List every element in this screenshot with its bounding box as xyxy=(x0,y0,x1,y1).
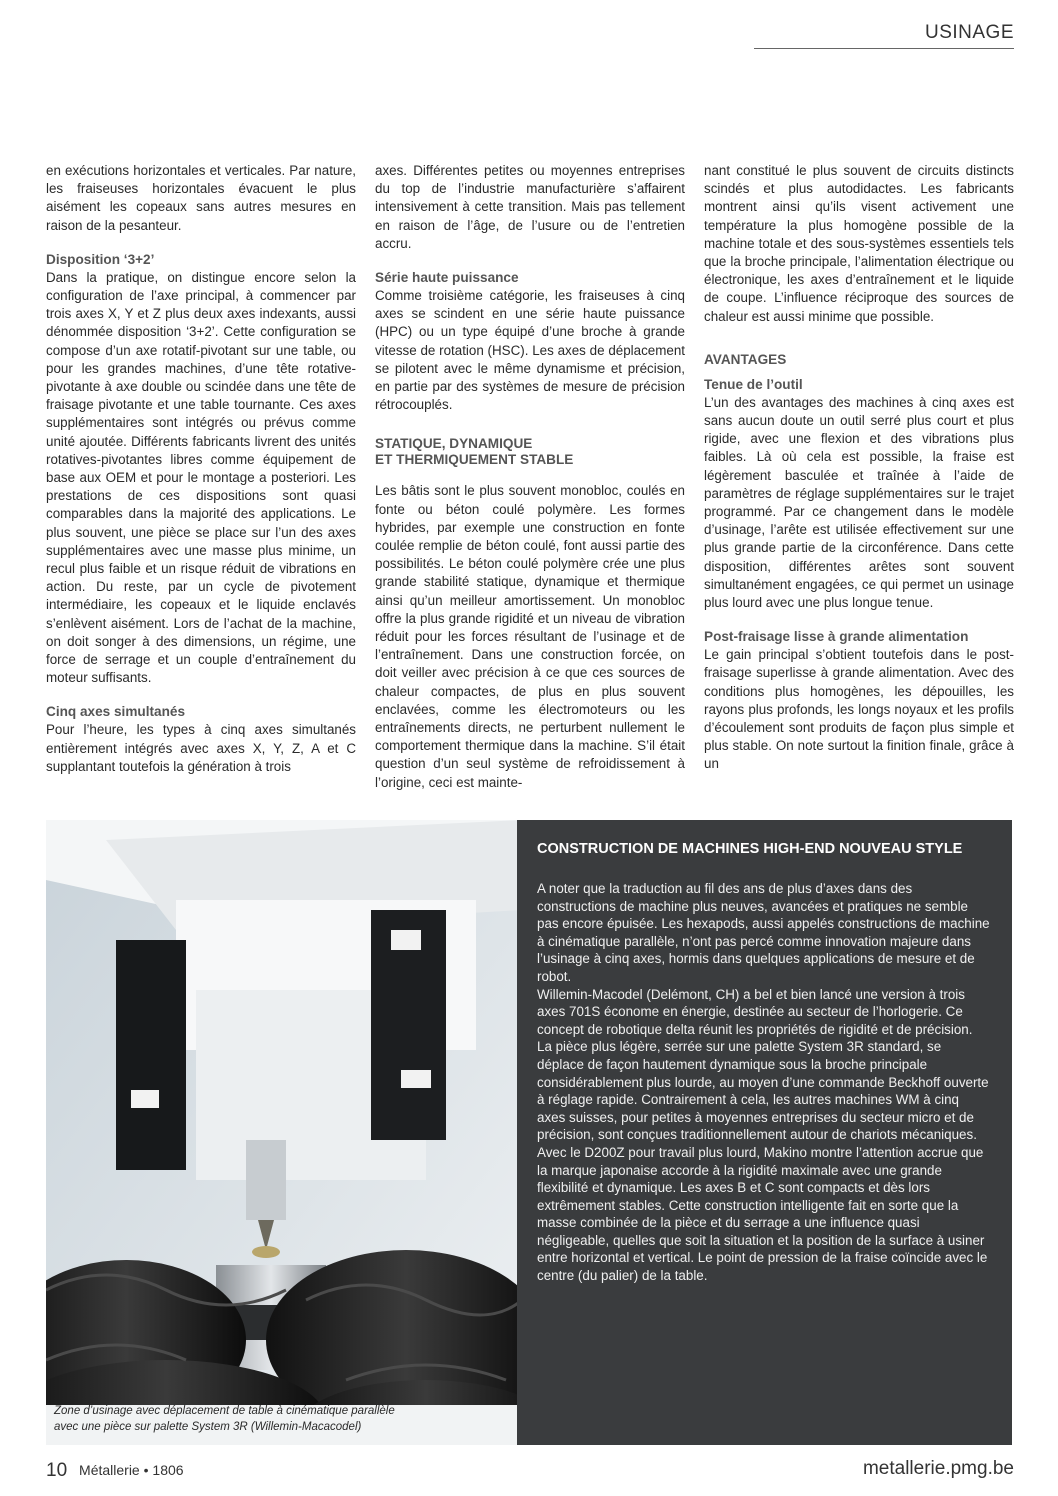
subheading: Cinq axes simultanés xyxy=(46,704,186,720)
photo-caption xyxy=(54,1403,514,1435)
subheading: Tenue de l’outil xyxy=(704,376,803,392)
section-label: USINAGE xyxy=(924,22,1014,43)
section-heading: AVANTAGES xyxy=(704,351,787,367)
paragraph: nant constitué le plus souvent de circuits distincts scindés et plus autodidactes. Les fabricants montrent ainsi qu’ils visent activement une température la plus homogène possible de la machine totale et des sous-systèmes essentiels tels que la broche principale, l’alimentation électrique ou électronique, les axes d’entraînement et le liquide de coupe. L’influence réciproque des sources de chaleur est aussi minime que possible. xyxy=(704,163,1014,324)
section-header xyxy=(754,22,1014,49)
sidebar-title: CONSTRUCTION DE MACHINES HIGH-END NOUVEAU STYLE xyxy=(537,841,963,857)
photo-caption-line-1: Zone d’usinage avec déplacement de table à cinématique parallèle xyxy=(54,1405,395,1417)
subheading: Série haute puissance xyxy=(375,270,519,286)
paragraph: L’un des avantages des machines à cinq axes est sans aucun doute un outil serré plus court et plus rigide, avec une flexion et des vibrations plus faibles. Là où cela est possible, la fraise est légèrement basculée et traînée à l’aide de paramètres de réglage supplémentaires sur le trajet programmé. Par ce changement dans le modèle d’usinage, l’arête est utilisée effectivement sur une plus grande partie de la circonférence. Dans cette disposition, différentes arêtes sont souvent simultanément engagées, ce qui permet un usinage plus lourd avec une plus longue tenue. xyxy=(704,394,1014,611)
paragraph: Dans la pratique, on distingue encore selon la configuration de l’axe principal, à commencer par trois axes X, Y et Z plus deux axes indexants, aussi dénommée disposition ‘3+2’. Cette configuration se compose d’un axe rotatif-pivotant sur une table, ou pour les grandes machines, d’une tête rotative-pivotante à axe double ou scindée dans une tête de fraisage pivotante et une table tournante. Ces axes supplémentaires sont intégrés ou prévus comme unité ajoutée. Différents fabricants livrent des unités rotatives-pivotantes libres comme équipement de base aux OEM et pour le montage a posteriori. Les prestations de ces dispositions sont quasi comparables dans la majorité des applications. Le plus souvent, une pièce se place sur l’un des axes supplémentaires avec une masse plus minime, un recul plus faible et un risque réduit de vibrations en action. Du reste, par un cycle de pivotement intermédiaire, les copeaux et le liquide enclavés s’enlèvent aisément. Lors de l’achat de la machine, on doit songer à des dimensions, un régime, une force de serrage et un couple d’entraînement du moteur suffisants. xyxy=(46,269,356,686)
subheading: Post-fraisage lisse à grande alimentation xyxy=(704,629,969,645)
section-heading-line-1: STATIQUE, DYNAMIQUE xyxy=(375,436,533,452)
header-rule xyxy=(754,48,1014,49)
page-footer xyxy=(46,1460,184,1482)
sidebar-box xyxy=(517,820,1012,1445)
machine-photo xyxy=(46,820,522,1445)
text-column-1 xyxy=(46,162,356,776)
paragraph: Les bâtis sont le plus souvent monobloc, coulés en fonte ou béton coulé polymère. Les formes hybrides, par exemple une construction en fonte coulée remplie de béton coulé, font aussi partie des possibilités. Le béton coulé polymère crée une plus grande stabilité statique, dynamique et thermique ainsi qu’un meilleur amortissement. Un monobloc offre la plus grande rigidité et un niveau de vibration réduit pour les forces résultant de l’usinage et de l’entraînement. Dans une construction forcée, on doit veiller avec précision à ce que ces sources de chaleur compactes, de plus en plus souvent enclavées, comme les électromoteurs ou les entraînements directs, ne perturbent nullement le comportement thermique dans la machine. S’il était question d’un seul système de refroidissement à l’origine, ceci est mainte- xyxy=(375,483,685,790)
paragraph: Pour l’heure, les types à cinq axes simultanés entièrement intégrés avec axes X, Y, Z, A et C supplantant toutefois la génération à trois xyxy=(46,722,356,774)
text-column-3 xyxy=(704,162,1014,774)
page-number: 10 xyxy=(46,1460,68,1481)
section-heading-line-2: ET THERMIQUEMENT STABLE xyxy=(375,452,574,468)
text-column-2 xyxy=(375,162,685,792)
section-heading xyxy=(375,436,685,468)
paragraph: Comme troisième catégorie, les fraiseuses à cinq axes se scindent en une série haute puissance (HPC) ou un type équipé d’une broche à grande vitesse de rotation (HSC). Les axes de déplacement se pilotent avec le même dynamisme et précision, en partie par des systèmes de mesure de précision rétrocouplés. xyxy=(375,288,685,413)
photo-caption-line-2: avec une pièce sur palette System 3R (Willemin-Macacodel) xyxy=(54,1421,362,1433)
paragraph: en exécutions horizontales et verticales. Par nature, les fraiseuses horizontales évacuent le plus aisément les copeaux sans autres mesures en raison de la pesanteur. xyxy=(46,163,356,233)
subheading: Disposition ‘3+2’ xyxy=(46,251,155,267)
paragraph: Le gain principal s’obtient toutefois dans le post-fraisage superlisse à grande alimentation. Avec des conditions plus homogènes, les dépouilles, les rayons plus profonds, les longs noyaux et les profils d’écoulement sont produits de façon plus simple et plus stable. On note surtout la finition finale, grâce à un xyxy=(704,647,1014,772)
paragraph: axes. Différentes petites ou moyennes entreprises du top de l’industrie manufacturière s’affairent intensivement à cette transition. Mais pas tellement en raison de l’âge, de l’usure ou de l’entretien accru. xyxy=(375,163,685,251)
sidebar-paragraph: Avec le D200Z pour travail plus lourd, Makino montre l’attention accrue que la marque japonaise accorde à la rigidité maximale avec une grande flexibilité et dynamique. Les axes B et C sont compacts et dès lors extrêmement stables. Cette construction intelligente fait en sorte que la masse combinée de la pièce et du serrage a une influence quasi négligeable, quelles que soit la situation et la position de la surface à usiner entre horizontal et vertical. Le point de pression de la fraise coïncide avec le centre (du palier) de la table. xyxy=(537,1144,988,1284)
sidebar-paragraph: Willemin-Macodel (Delémont, CH) a bel et bien lancé une version à trois axes 701S économe en énergie, destinée au secteur de l’horlogerie. Ce concept de robotique delta réunit les propriétés de rigidité et de précision. La pièce plus légère, serrée sur une palette System 3R standard, se déplace de façon hautement dynamique sous la broche principale considérablement plus lourde, au moyen d’une commande Beckhoff ouverte à réglage rapide. Contrairement à cela, les autres machines WM à cinq axes suisses, pour petites à moyennes entreprises du secteur micro et de précision, sont conçues traditionnellement autour de chariots mécaniques. xyxy=(537,986,989,1143)
publication-name: Métallerie • 1806 xyxy=(79,1462,184,1478)
sidebar-paragraph: A noter que la traduction au fil des ans de plus d’axes dans des constructions de machine plus neuves, avancées et pratiques ne semble pas encore épuisée. Les hexapods, aussi appelés constructions de machine à cinématique parallèle, n’ont pas percé comme innovation majeure dans l’usinage à cinq axes, hormis dans quelques applications de mesure et de robot. xyxy=(537,881,990,984)
machine-illustration xyxy=(46,820,522,1445)
website-link[interactable]: metallerie.pmg.be xyxy=(862,1458,1014,1479)
